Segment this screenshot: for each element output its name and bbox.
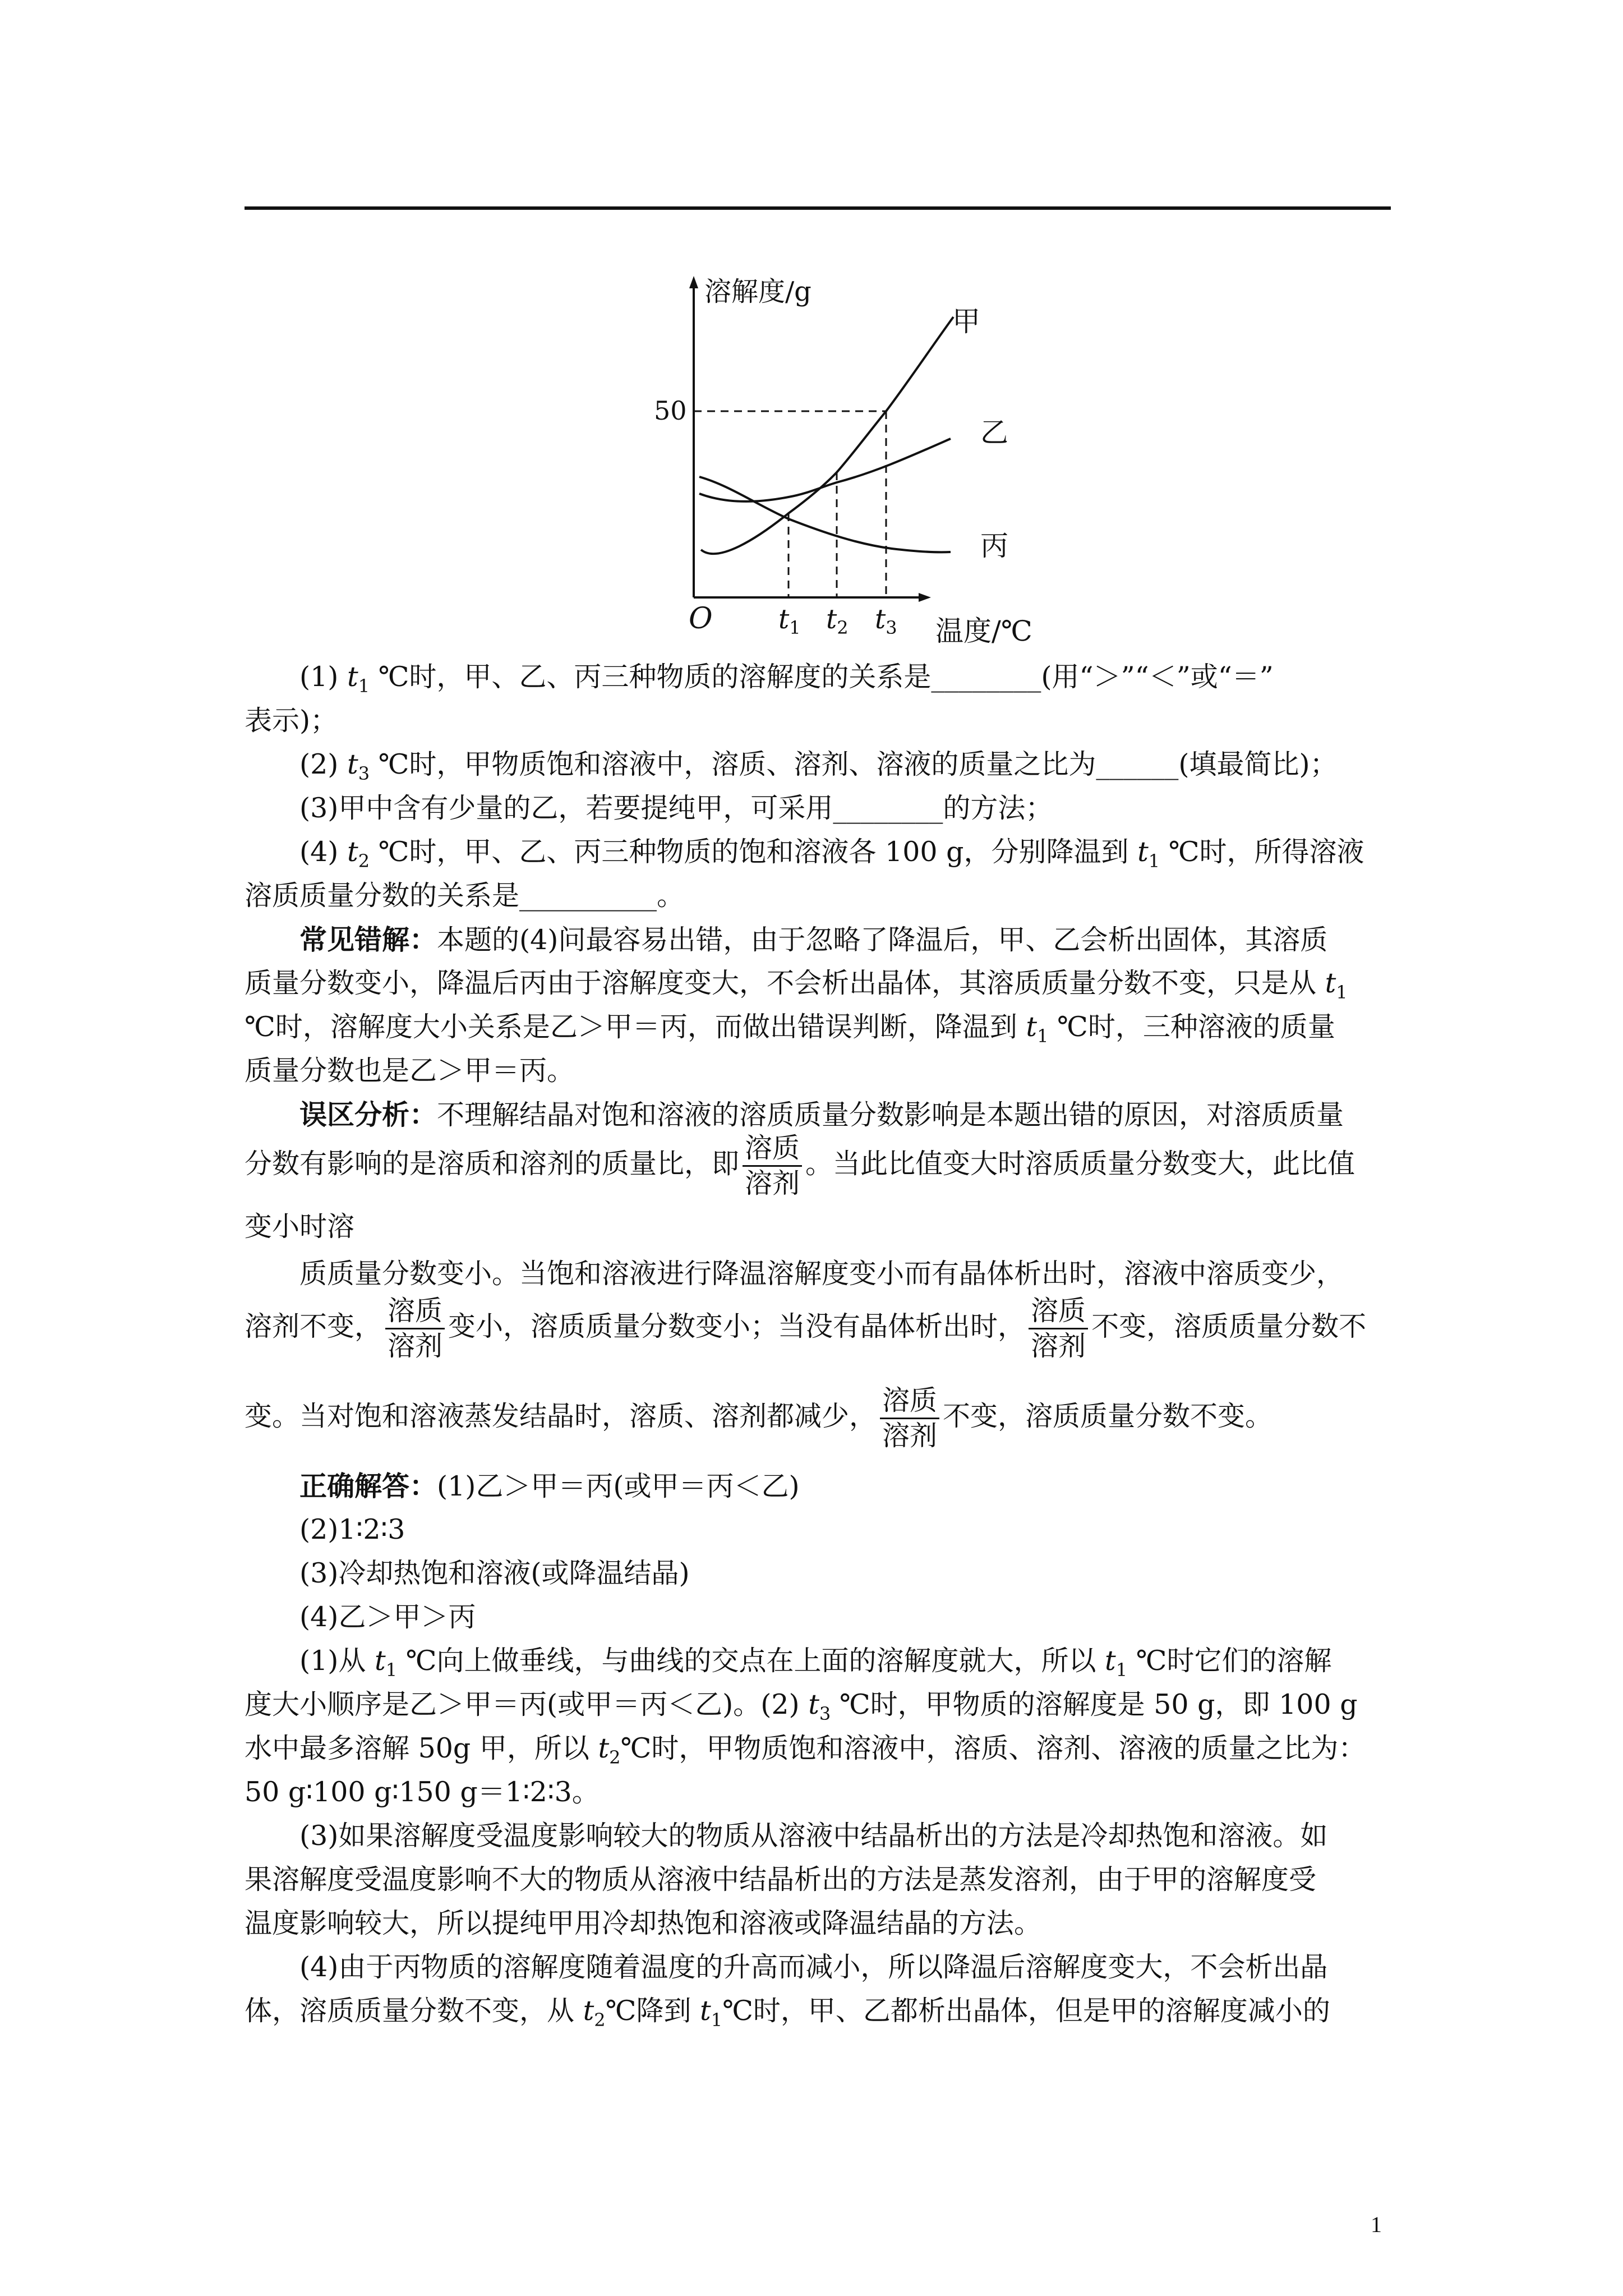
question-4: (4) $t_2$ ℃时，甲、乙、丙三种物质的饱和溶液各 100 g，分别降温到 $t_1$ ℃时，所得溶液	[299, 836, 1364, 872]
label-jia: 甲	[952, 305, 980, 338]
fraction: $\frac{\text{溶质}}{\text{溶剂}}$	[743, 1131, 802, 1200]
origin-label: O	[689, 602, 713, 636]
x-axis-arrow	[919, 593, 931, 602]
answer-2: (2)1∶2∶3	[299, 1513, 405, 1545]
question-1-cont: 表示)；	[245, 705, 338, 737]
mistake-line-2: 质量分数变小，降温后丙由于溶解度变大，不会析出晶体，其溶质质量分数不变，只是从 $t_1$	[245, 967, 1348, 1003]
explain-line-1: (1)从 $t_1$ ℃向上做垂线，与曲线的交点在上面的溶解度就大，所以 $t_1$ ℃时它们的溶解	[299, 1645, 1332, 1681]
header-rule	[245, 206, 1391, 210]
page-number: 1	[1371, 2212, 1382, 2237]
t2-label: $t_2$	[826, 604, 849, 638]
mistake-line-3: ℃时，溶解度大小关系是乙＞甲＝丙，而做出错误判断，降温到 $t_1$ ℃时，三种溶液的质量	[245, 1011, 1335, 1047]
label-yi: 乙	[980, 416, 1008, 449]
answer-3: (3)冷却热饱和溶液(或降温结晶)	[299, 1557, 690, 1589]
analysis-line-5: 溶剂不变， $\frac{\text{溶质}}{\text{溶剂}}$ 变小，溶质质量分数变小；当没有晶体析出时， $\frac{\text{溶质}}{\text{溶剂}}$ 不变，溶质质量分数不	[245, 1295, 1367, 1362]
fraction: $\frac{\text{溶质}}{\text{溶剂}}$	[1029, 1294, 1088, 1363]
curve-bing	[699, 477, 951, 552]
y-tick-50: 50	[654, 395, 687, 426]
t3-label: $t_3$	[875, 604, 897, 638]
explain-line-4: 50 g∶100 g∶150 g＝1∶2∶3。	[245, 1776, 600, 1808]
question-2: (2) $t_3$ ℃时，甲物质饱和溶液中，溶质、溶剂、溶液的质量之比为______(填最简比)；	[299, 748, 1338, 784]
analysis-line-4: 质质量分数变小。当饱和溶液进行降温溶解度变小而有晶体析出时，溶液中溶质变少，	[299, 1258, 1344, 1290]
explain-line-6: 果溶解度受温度影响不大的物质从溶液中结晶析出的方法是蒸发溶剂，由于甲的溶解度受	[245, 1864, 1317, 1895]
curve-jia	[701, 317, 953, 554]
answer-1: 正确解答：(1)乙＞甲＝丙(或甲＝丙＜乙)	[299, 1470, 800, 1502]
answer-4: (4)乙＞甲＞丙	[299, 1601, 476, 1633]
analysis-line-6: 变。当对饱和溶液蒸发结晶时，溶质、溶剂都减少， $\frac{\text{溶质}}{\text{溶剂}}$ 不变，溶质质量分数不变。	[245, 1384, 1273, 1452]
y-axis-arrow	[689, 276, 698, 288]
question-3: (3)甲中含有少量的乙，若要提纯甲，可采用________的方法；	[299, 792, 1053, 824]
analysis-line-1: 误区分析：不理解结晶对饱和溶液的溶质质量分数影响是本题出错的原因，对溶质质量	[299, 1098, 1344, 1131]
fraction: $\frac{\text{溶质}}{\text{溶剂}}$	[880, 1384, 939, 1453]
y-axis-label: 溶解度/g	[704, 276, 811, 307]
analysis-line-2: 分数有影响的是溶质和溶剂的质量比，即 $\frac{\text{溶质}}{\text{溶剂}}$ 。当此比值变大时溶质质量分数变大，此比值	[245, 1132, 1355, 1199]
explain-line-8: (4)由于丙物质的溶解度随着温度的升高而减小，所以降温后溶解度变大，不会析出晶	[299, 1951, 1328, 1983]
explain-line-7: 温度影响较大，所以提纯甲用冷却热饱和溶液或降温结晶的方法。	[245, 1907, 1042, 1939]
explain-line-2: 度大小顺序是乙＞甲＝丙(或甲＝丙＜乙)。(2) $t_3$ ℃时，甲物质的溶解度是 50 g，即 100 g	[245, 1688, 1358, 1724]
solubility-chart	[628, 264, 1054, 656]
explain-line-3: 水中最多溶解 50g 甲，所以 $t_2℃$时，甲物质饱和溶液中，溶质、溶剂、溶液的质量之比为：	[245, 1732, 1366, 1768]
question-4-cont: 溶质质量分数的关系是__________。	[245, 880, 685, 912]
t1-label: $t_1$	[778, 604, 801, 638]
mistake-line-1: 常见错解：本题的(4)问最容易出错，由于忽略了降温后，甲、乙会析出固体，其溶质	[299, 923, 1328, 956]
x-axis-label: 温度/℃	[935, 615, 1032, 647]
analysis-line-3: 变小时溶	[245, 1211, 355, 1243]
mistake-line-4: 质量分数也是乙＞甲＝丙。	[245, 1055, 575, 1087]
explain-line-9: 体，溶质质量分数不变，从 $t_2℃$降到 $t_1℃$时，甲、乙都析出晶体，但是甲的溶解度减小的	[245, 1995, 1330, 2031]
label-bing: 丙	[980, 530, 1008, 562]
explain-line-5: (3)如果溶解度受温度影响较大的物质从溶液中结晶析出的方法是冷却热饱和溶液。如	[299, 1820, 1328, 1852]
question-1: (1) $t_1$ ℃时，甲、乙、丙三种物质的溶解度的关系是________(用“＞”“＜”或“＝”	[299, 661, 1274, 697]
fraction: $\frac{\text{溶质}}{\text{溶剂}}$	[385, 1294, 445, 1363]
